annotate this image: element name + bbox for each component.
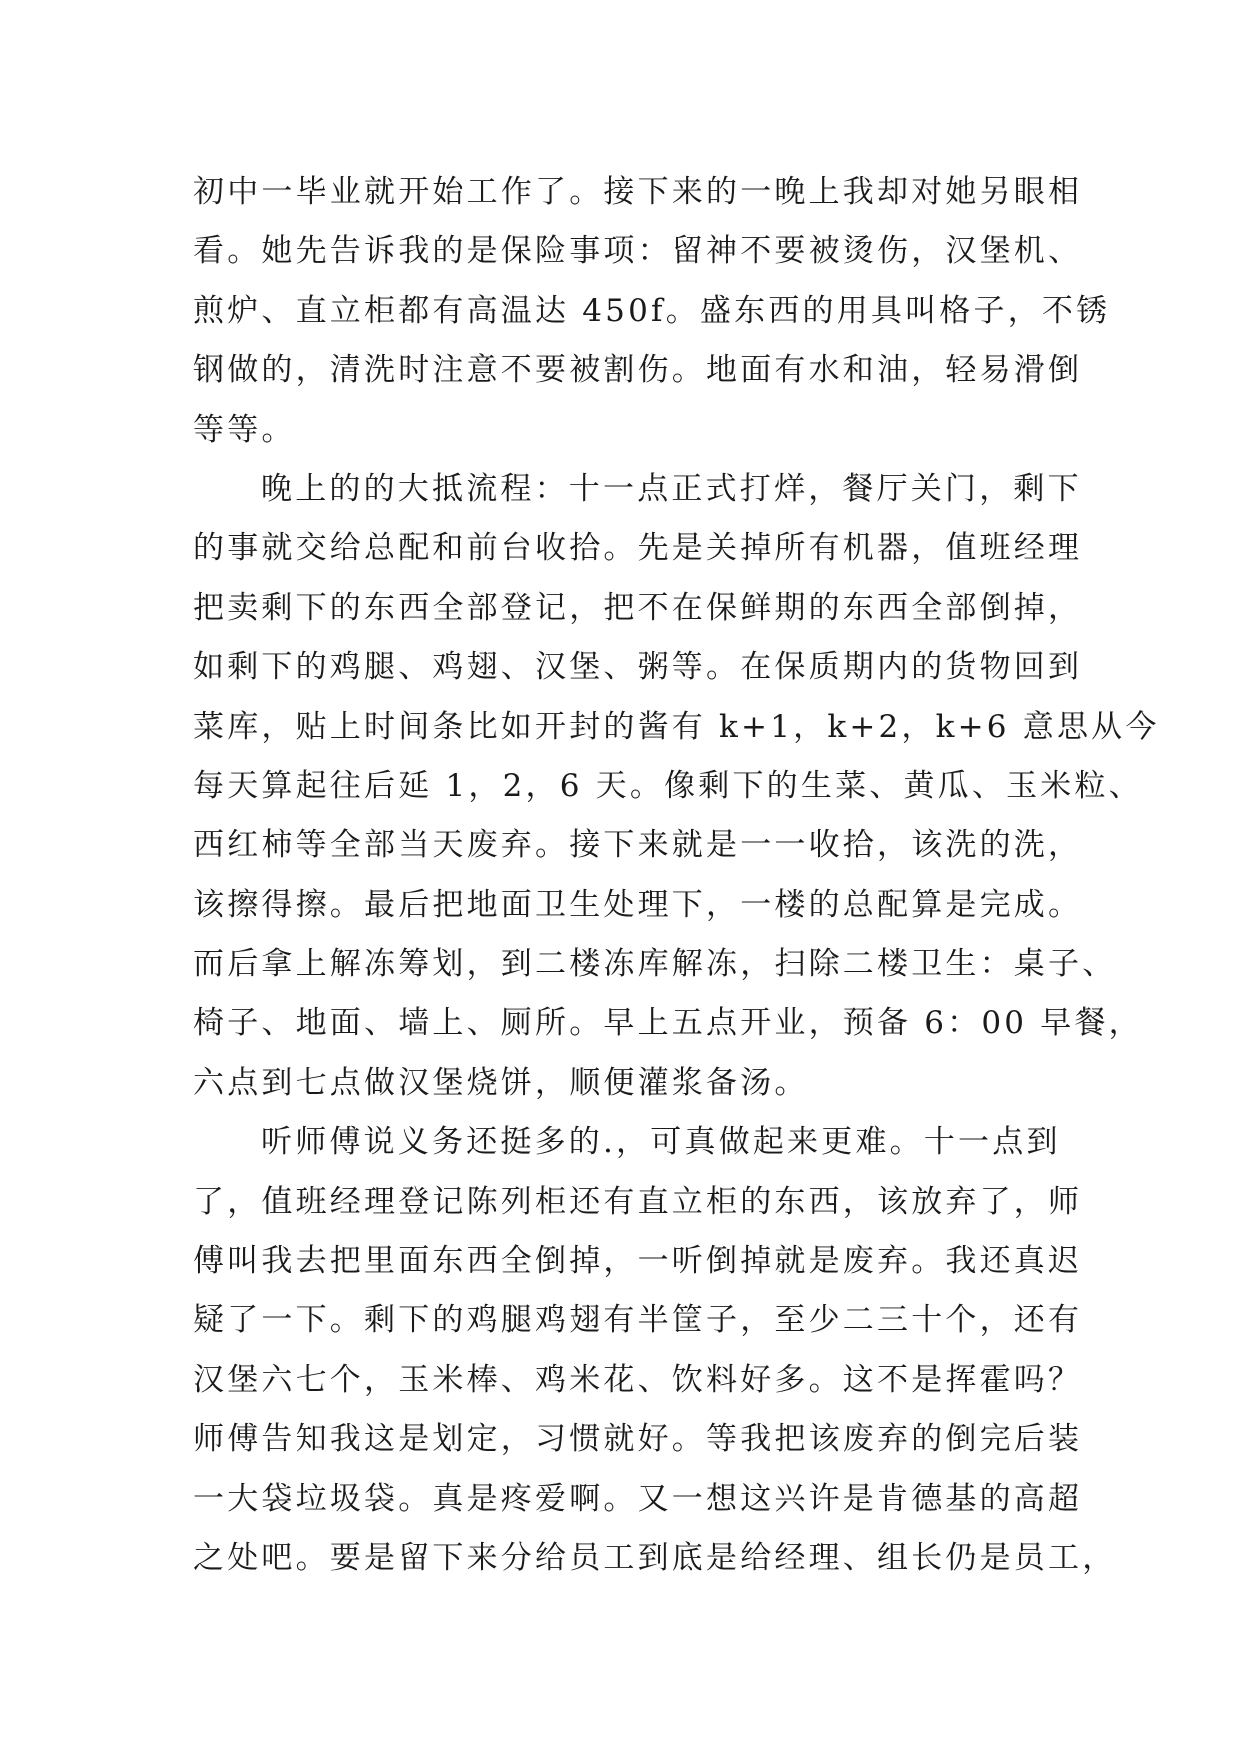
paragraph-start-line: 晚上的的大抵流程：十一点正式打烊，餐厅关门，剩下 [261, 470, 1082, 507]
text-line: 看。她先告诉我的是保险事项：留神不要被烫伤，汉堡机、 [193, 233, 1083, 270]
text-line: 傅叫我去把里面东西全倒掉，一听倒掉就是废弃。我还真迟 [193, 1243, 1083, 1280]
document-body [193, 163, 1160, 1588]
text-line: 把卖剩下的东西全部登记，把不在保鲜期的东西全部倒掉， [193, 589, 1083, 626]
text-line: 了，值班经理登记陈列柜还有直立柜的东西，该放弃了，师 [193, 1183, 1083, 1220]
text-line: 的事就交给总配和前台收拾。先是关掉所有机器，值班经理 [193, 530, 1083, 567]
text-line: 煎炉、直立柜都有高温达 450f。盛东西的用具叫格子，不锈 [193, 292, 1111, 329]
text-line: 该擦得擦。最后把地面卫生处理下，一楼的总配算是完成。 [193, 886, 1083, 923]
text-line: 六点到七点做汉堡烧饼，顺便灌浆备汤。 [193, 1064, 809, 1101]
text-line: 一大袋垃圾袋。真是疼爱啊。又一想这兴许是肯德基的高超 [193, 1480, 1083, 1517]
text-line: 等等。 [193, 411, 296, 448]
text-line: 疑了一下。剩下的鸡腿鸡翅有半筐子，至少二三十个，还有 [193, 1302, 1083, 1339]
text-line: 西红柿等全部当天废弃。接下来就是一一收拾，该洗的洗， [193, 827, 1083, 864]
text-line: 每天算起往后延 1，2，6 天。像剩下的生菜、黄瓜、玉米粒、 [193, 767, 1143, 804]
text-line: 而后拿上解冻筹划，到二楼冻库解冻，扫除二楼卫生：桌子、 [193, 946, 1117, 983]
text-line: 如剩下的鸡腿、鸡翅、汉堡、粥等。在保质期内的货物回到 [193, 649, 1083, 686]
text-line: 椅子、地面、墙上、厕所。早上五点开业，预备 6：00 早餐， [193, 1005, 1143, 1042]
paragraph-start-line: 听师傅说义务还挺多的.，可真做起来更难。十一点到 [261, 1124, 1061, 1161]
text-line: 师傅告知我这是划定，习惯就好。等我把该废弃的倒完后装 [193, 1421, 1083, 1458]
text-line: 汉堡六七个，玉米棒、鸡米花、饮料好多。这不是挥霍吗？ [193, 1361, 1083, 1398]
text-line: 钢做的，清洗时注意不要被割伤。地面有水和油，轻易滑倒 [193, 352, 1083, 389]
text-line: 之处吧。要是留下来分给员工到底是给经理、组长仍是员工， [193, 1539, 1117, 1576]
text-line: 菜库，贴上时间条比如开封的酱有 k+1，k+2，k+6 意思从今 [193, 708, 1160, 745]
text-line: 初中一毕业就开始工作了。接下来的一晚上我却对她另眼相 [193, 174, 1083, 210]
